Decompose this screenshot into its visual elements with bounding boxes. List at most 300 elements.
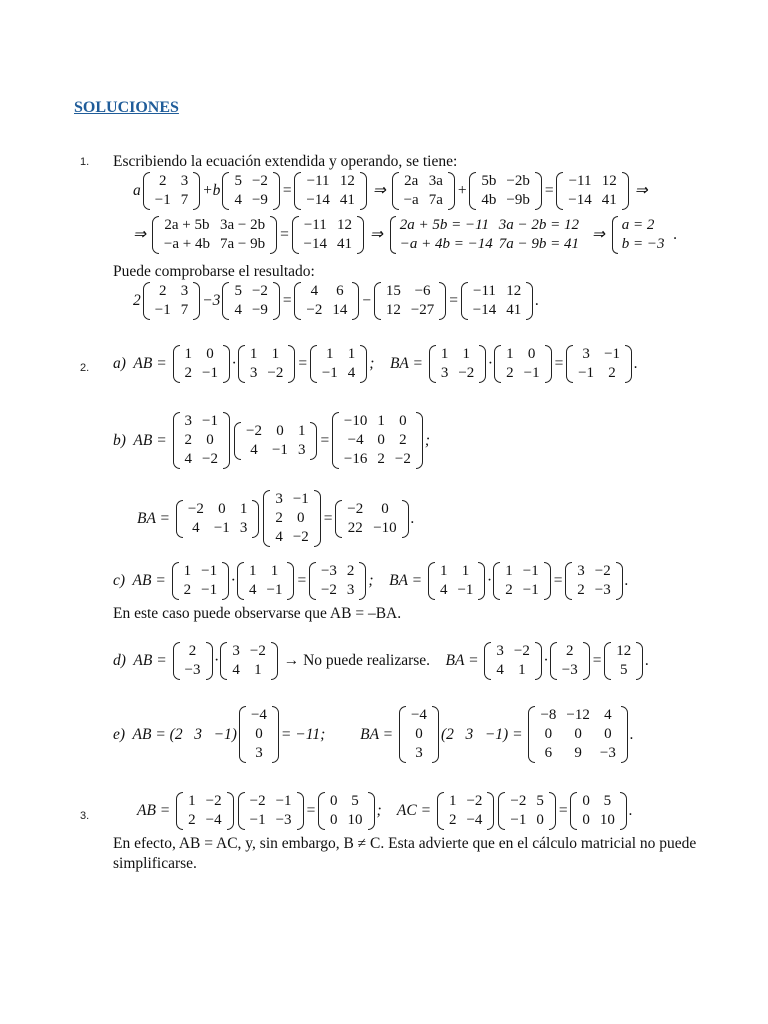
math-text: e) AB = (2 3 −1) <box>113 725 237 743</box>
matrix-entry: 7 <box>180 192 189 208</box>
matrix-entry: −2 <box>246 422 262 439</box>
matrix-entry: 10 <box>599 812 615 828</box>
matrix-entry: −1 <box>201 563 218 579</box>
system-equation: 3a − 2b = 12 <box>498 217 580 233</box>
system-body <box>400 216 585 254</box>
matrix <box>566 345 632 383</box>
matrix-entry: −1 <box>202 365 218 381</box>
matrix-body <box>436 345 479 383</box>
right-paren <box>193 172 200 210</box>
matrix-body <box>535 706 620 763</box>
matrix-entry: −2 <box>249 793 266 809</box>
right-paren <box>360 345 367 383</box>
matrix-entry: 0 <box>544 726 553 742</box>
left-paren <box>234 422 241 460</box>
left-paren <box>469 172 476 210</box>
matrix <box>238 345 295 383</box>
matrix-entry: 4 <box>275 529 283 545</box>
matrix-entry: 12 <box>616 643 632 659</box>
math-text: = <box>591 652 603 669</box>
matrix-entry: 7a <box>428 192 443 208</box>
left-paren <box>310 345 317 383</box>
matrix-entry: −11 <box>473 283 496 299</box>
matrix-entry: −14 <box>472 302 497 318</box>
math-text: ⇒ <box>366 226 387 243</box>
matrix-body <box>316 562 359 600</box>
left-paren <box>399 706 406 763</box>
left-paren <box>374 282 381 320</box>
right-paren <box>621 706 628 763</box>
matrix-entry: 3 <box>180 173 189 189</box>
matrix-entry: −16 <box>343 451 368 467</box>
right-paren <box>270 216 277 254</box>
matrix-entry: 2 <box>183 582 192 598</box>
matrix-body <box>557 642 583 680</box>
left-paren <box>173 345 180 383</box>
math-text: d) AB = <box>113 652 171 669</box>
matrix-entry: 1 <box>347 346 356 362</box>
matrix-body <box>180 642 206 680</box>
right-paren <box>487 792 494 830</box>
matrix-entry: 4 <box>347 365 356 381</box>
matrix-entry: −1 <box>213 519 230 536</box>
matrix <box>428 562 485 600</box>
matrix-body <box>227 642 270 680</box>
matrix-entry: 0 <box>206 432 214 448</box>
item-1-check-equation <box>133 282 539 320</box>
matrix <box>220 642 277 680</box>
matrix-entry: 3 <box>346 582 355 598</box>
math-text: = <box>448 292 459 309</box>
right-paren <box>206 642 213 680</box>
matrix-entry: 1 <box>518 662 526 678</box>
matrix-entry: 41 <box>339 192 355 208</box>
matrix-body <box>611 642 636 680</box>
equation-system <box>390 216 585 254</box>
matrix-entry: 12 <box>601 173 617 189</box>
math-text: = <box>553 355 565 372</box>
matrix-entry: 2 <box>577 582 585 598</box>
matrix-entry: 7a − 9b <box>219 236 266 252</box>
matrix-body <box>573 345 625 383</box>
matrix-body <box>444 792 487 830</box>
matrix <box>335 500 408 538</box>
matrix <box>484 642 541 680</box>
matrix-entry: −2b <box>506 173 530 189</box>
matrix-entry: 0 <box>415 726 423 742</box>
matrix-entry: 2 <box>377 451 385 467</box>
matrix-body <box>342 500 401 538</box>
item-number-2: 2. <box>80 362 90 374</box>
matrix-entry: 2 <box>188 812 196 828</box>
matrix-entry: 4b <box>481 192 497 208</box>
left-paren <box>173 412 180 469</box>
matrix-entry: 3 <box>582 346 590 362</box>
matrix <box>565 562 622 600</box>
matrix-body <box>476 172 534 210</box>
matrix-body <box>180 412 223 469</box>
right-paren <box>288 345 295 383</box>
matrix-entry: 1 <box>249 563 257 579</box>
matrix-entry: −a + 4b <box>163 236 210 252</box>
matrix-entry: −2 <box>249 643 266 659</box>
item-2a-equation <box>113 345 638 383</box>
matrix-entry: 2 <box>506 365 514 381</box>
item-2c-equation <box>113 562 629 600</box>
math-text: = <box>296 572 307 589</box>
matrix-entry: −3 <box>320 563 337 579</box>
matrix-entry: −2 <box>320 582 337 598</box>
matrix-entry: 10 <box>347 812 363 828</box>
math-text: a <box>133 182 141 199</box>
matrix <box>374 282 446 320</box>
matrix-entry: −2 <box>187 500 204 517</box>
matrix <box>152 216 277 254</box>
right-paren <box>583 642 590 680</box>
matrix-entry: −1 <box>249 812 266 828</box>
matrix <box>318 792 375 830</box>
matrix-entry: −14 <box>303 236 328 252</box>
matrix-entry: 3 <box>184 413 193 429</box>
left-paren <box>143 172 150 210</box>
left-paren <box>556 172 563 210</box>
math-text: . <box>673 226 678 243</box>
matrix-body <box>381 282 439 320</box>
matrix-entry: 2 <box>346 563 355 579</box>
item-1-check-label: Puede comprobarse el resultado: <box>113 263 315 280</box>
matrix-entry: 12 <box>337 217 353 233</box>
system-equation: 7a − 9b = 41 <box>498 236 580 252</box>
matrix-body <box>150 282 193 320</box>
matrix-entry: 5 <box>234 283 242 299</box>
left-paren <box>294 172 301 210</box>
matrix-entry: −a <box>403 192 419 208</box>
matrix <box>309 562 366 600</box>
left-paren <box>550 642 557 680</box>
right-paren <box>272 706 279 763</box>
matrix <box>469 172 541 210</box>
item-2b-ab-equation <box>113 412 430 469</box>
matrix-entry: −3 <box>599 745 616 761</box>
matrix-entry: −4 <box>347 432 364 448</box>
math-text: ; BA = <box>369 355 427 372</box>
matrix-entry: 1 <box>249 346 258 362</box>
matrix-entry: −2 <box>458 365 475 381</box>
right-paren <box>636 642 643 680</box>
matrix-body <box>180 345 223 383</box>
matrix-entry: −4 <box>410 707 427 723</box>
matrix-entry: 4 <box>192 519 200 536</box>
matrix-entry: −1 <box>523 365 540 381</box>
matrix-entry: 1 <box>505 563 513 579</box>
matrix-entry: −4 <box>466 812 483 828</box>
matrix-entry: −2 <box>306 302 323 318</box>
math-text: − <box>361 292 372 309</box>
item-2b-ba-equation <box>137 490 415 547</box>
right-paren <box>360 172 367 210</box>
matrix-entry: 3a <box>428 173 443 189</box>
matrix <box>176 792 233 830</box>
math-text: . <box>410 509 415 527</box>
matrix <box>332 412 423 469</box>
matrix-entry: 9 <box>574 745 582 761</box>
matrix-entry: 0 <box>330 812 338 828</box>
left-paren <box>237 562 244 600</box>
right-paren <box>310 422 317 460</box>
math-text: ⇒ <box>588 226 609 243</box>
matrix-entry: 1 <box>184 346 193 362</box>
matrix-entry: −2 <box>466 793 483 809</box>
matrix-entry: −9 <box>251 192 268 208</box>
right-paren <box>478 562 485 600</box>
matrix-entry: −1 <box>292 491 309 507</box>
left-paren <box>392 172 399 210</box>
matrix-entry: 6 <box>544 745 553 761</box>
left-paren <box>604 642 611 680</box>
matrix-entry: −6 <box>414 283 431 299</box>
matrix-body <box>183 500 252 538</box>
matrix <box>234 422 317 460</box>
matrix <box>528 706 627 763</box>
matrix-entry: 5 <box>351 793 359 809</box>
math-text: = <box>305 802 317 819</box>
matrix-entry: −11 <box>303 217 327 233</box>
math-text: BA = <box>430 652 483 669</box>
left-paren <box>176 792 183 830</box>
math-text: . <box>645 652 650 669</box>
matrix-entry: 0 <box>276 422 284 439</box>
matrix-entry: −2 <box>513 643 530 659</box>
matrix-body <box>468 282 526 320</box>
matrix-body <box>501 345 544 383</box>
right-paren <box>432 706 439 763</box>
math-text: · <box>487 572 492 589</box>
matrix-body <box>299 216 357 254</box>
matrix-entry: 0 <box>582 793 590 809</box>
left-paren <box>570 792 577 830</box>
matrix <box>498 792 555 830</box>
left-paren <box>429 345 436 383</box>
left-paren <box>294 282 301 320</box>
right-paren <box>314 490 321 547</box>
math-text: · <box>488 355 493 372</box>
matrix-body <box>150 172 193 210</box>
item-2c-note: En este caso puede observarse que AB = –BA. <box>113 605 402 622</box>
matrix-entry: −1 <box>457 582 474 598</box>
matrix-entry: 3 <box>496 643 504 659</box>
matrix-body <box>229 172 272 210</box>
math-text: (2 3 −1) = <box>440 725 527 743</box>
matrix-entry: −9b <box>506 192 530 208</box>
item-2e-equation <box>113 706 634 763</box>
matrix <box>263 490 320 547</box>
matrix-entry: −1 <box>604 346 621 362</box>
matrix-entry: 0 <box>527 346 536 362</box>
matrix <box>172 562 229 600</box>
matrix <box>238 792 304 830</box>
right-paren <box>526 282 533 320</box>
right-paren <box>535 642 542 680</box>
equation-system <box>612 216 671 254</box>
matrix-entry: 1 <box>188 793 196 809</box>
matrix <box>556 172 628 210</box>
math-text: +b <box>202 182 221 199</box>
matrix-entry: 2a + 5b <box>164 217 210 233</box>
right-paren <box>439 282 446 320</box>
matrix-body <box>500 562 543 600</box>
matrix-entry: −27 <box>410 302 435 318</box>
matrix-entry: −2 <box>251 283 268 299</box>
matrix <box>570 792 627 830</box>
item-1-equation-line-2 <box>133 216 677 254</box>
matrix-entry: 12 <box>339 173 355 189</box>
matrix-body <box>317 345 360 383</box>
matrix-entry: 1 <box>183 563 192 579</box>
right-paren <box>622 172 629 210</box>
matrix-entry: 3 <box>440 365 449 381</box>
matrix-entry: −14 <box>568 192 592 208</box>
matrix <box>292 216 364 254</box>
matrix-entry: 2 <box>184 365 193 381</box>
item-3-conclusion-line-1: En efecto, AB = AC, y, sin embargo, B ≠ C. Esta advierte que en el cálculo matricial no puede <box>113 835 697 852</box>
math-text: = −11; BA = <box>280 725 397 743</box>
right-paren <box>252 500 259 538</box>
item-1-equation-line-1 <box>133 172 648 210</box>
matrix-entry: 3 <box>180 283 189 299</box>
math-text: = <box>557 802 569 819</box>
left-paren <box>143 282 150 320</box>
matrix-entry: 15 <box>385 283 401 299</box>
math-text: a) AB = <box>113 355 171 372</box>
matrix-entry: −11 <box>306 173 330 189</box>
left-paren <box>222 282 229 320</box>
math-text: = <box>543 182 555 199</box>
left-paren <box>428 562 435 600</box>
matrix-entry: 5b <box>481 173 497 189</box>
system-body <box>622 216 671 254</box>
matrix-entry: 2 <box>566 643 574 659</box>
matrix-body <box>491 642 534 680</box>
matrix-entry: −1 <box>510 812 527 828</box>
math-text: b) AB = <box>113 431 171 449</box>
left-paren <box>152 216 159 254</box>
matrix-entry: −1 <box>201 582 218 598</box>
matrix-entry: 2 <box>158 173 167 189</box>
matrix-entry: 3 <box>275 491 283 507</box>
right-paren <box>368 792 375 830</box>
right-paren <box>271 642 278 680</box>
matrix-body <box>179 562 222 600</box>
math-text: = <box>552 572 564 589</box>
item-number-1: 1. <box>80 156 90 168</box>
matrix-entry: 3 <box>297 441 306 458</box>
brace <box>612 216 618 254</box>
math-text: = <box>279 226 290 243</box>
math-text: = <box>319 431 330 449</box>
matrix-entry: 2 <box>184 432 193 448</box>
matrix <box>143 282 200 320</box>
math-text: ; AC = <box>376 802 435 819</box>
matrix <box>493 562 550 600</box>
matrix-entry: 0 <box>297 510 305 526</box>
left-paren <box>335 500 342 538</box>
matrix-entry: 4 <box>250 441 258 458</box>
matrix-entry: 2 <box>399 432 407 448</box>
right-paren <box>273 172 280 210</box>
matrix-entry: −2 <box>347 500 364 517</box>
math-text: · <box>232 355 236 372</box>
matrix-entry: −3 <box>594 582 611 598</box>
left-paren <box>565 562 572 600</box>
matrix-body <box>301 172 359 210</box>
matrix <box>310 345 367 383</box>
item-1-intro: Escribiendo la ecuación extendida y operando, se tiene: <box>113 153 458 170</box>
left-paren <box>263 490 270 547</box>
matrix-entry: −2 <box>394 451 411 467</box>
matrix-entry: 0 <box>381 500 389 517</box>
item-3-equation <box>137 792 633 830</box>
matrix-body <box>159 216 270 254</box>
system-equation: a = 2 <box>621 217 655 233</box>
left-paren <box>238 792 245 830</box>
page-title: SOLUCIONES <box>74 99 179 116</box>
matrix-body <box>325 792 368 830</box>
matrix-entry: 12 <box>385 302 401 318</box>
matrix-entry: 41 <box>506 302 522 318</box>
matrix-entry: 4 <box>234 192 242 208</box>
math-text: . <box>624 572 629 589</box>
math-text: ⇒ <box>368 182 390 199</box>
matrix-entry: 22 <box>347 519 363 536</box>
matrix-entry: 4 <box>310 283 319 299</box>
matrix-entry: 4 <box>496 662 504 678</box>
matrix-entry: 0 <box>377 432 385 448</box>
right-paren <box>544 562 551 600</box>
left-paren <box>173 642 180 680</box>
math-text: . <box>629 725 634 743</box>
matrix-entry: −2 <box>202 451 218 467</box>
item-2d-equation <box>113 642 649 680</box>
matrix-entry: 3 <box>249 365 258 381</box>
matrix-entry: 0 <box>330 793 338 809</box>
right-paren <box>402 500 409 538</box>
matrix-entry: 1 <box>271 346 280 362</box>
matrix-entry: −3 <box>275 812 292 828</box>
matrix-entry: 2 <box>608 365 616 381</box>
matrix-entry: −8 <box>540 707 557 723</box>
matrix <box>222 282 279 320</box>
matrix-entry: 3 <box>232 643 240 659</box>
math-text: = <box>281 292 293 309</box>
matrix-entry: −11 <box>568 173 592 189</box>
left-paren <box>220 642 227 680</box>
right-paren <box>625 345 632 383</box>
item-3-conclusion-line-2: simplificarse. <box>113 855 197 872</box>
matrix-entry: 0 <box>574 726 582 742</box>
matrix <box>461 282 533 320</box>
matrix <box>437 792 494 830</box>
matrix <box>294 172 366 210</box>
matrix-body <box>572 562 615 600</box>
matrix-entry: −14 <box>306 192 330 208</box>
math-text: c) AB = <box>113 572 170 589</box>
matrix-body <box>505 792 548 830</box>
math-text: ; BA = <box>368 572 426 589</box>
left-paren <box>484 642 491 680</box>
matrix-entry: 41 <box>601 192 617 208</box>
matrix-entry: 1 <box>254 662 262 678</box>
matrix-entry: −1 <box>202 413 218 429</box>
